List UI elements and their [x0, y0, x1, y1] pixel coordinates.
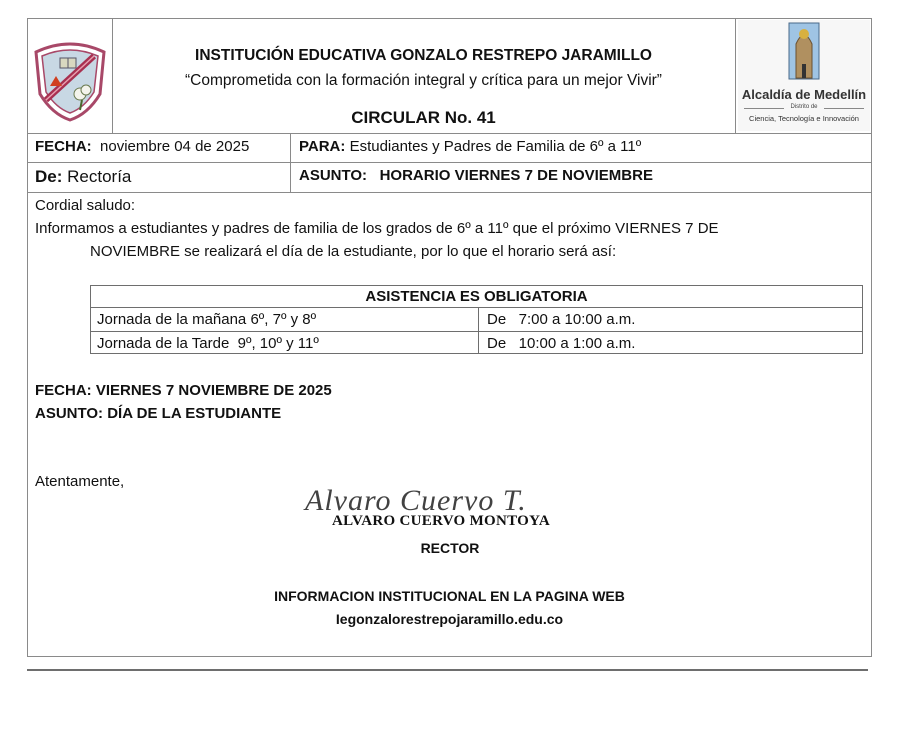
schedule-row-2-horario: De 10:00 a 1:00 a.m.	[487, 335, 636, 352]
schedule-title: ASISTENCIA ES OBLIGATORIA	[365, 288, 588, 305]
footer-website: Iegonzalorestrepojaramillo.edu.co	[335, 611, 564, 627]
signer-name: ALVARO CUERVO MONTOYA	[332, 513, 551, 529]
paragraph-line-2: NOVIEMBRE se realizará el día de la estudiante, por lo que el horario será así:	[90, 243, 617, 260]
schedule-row-divider	[90, 331, 863, 332]
summary-fecha: FECHA: VIERNES 7 NOVIEMBRE DE 2025	[35, 382, 332, 399]
para-label: PARA:	[299, 138, 346, 155]
meta-bottom-border	[27, 192, 872, 193]
alcaldia-title: Alcaldía de Medellín	[741, 87, 867, 102]
asunto-field	[299, 167, 653, 185]
alcaldia-tagline: Ciencia, Tecnología e Innovación	[749, 114, 859, 123]
signer-role: RECTOR	[420, 540, 480, 556]
fecha-value: noviembre 04 de 2025	[100, 138, 250, 155]
fecha-field	[35, 138, 249, 156]
asunto-label: ASUNTO:	[299, 167, 368, 184]
schedule-row-1-horario: De 7:00 a 10:00 a.m.	[487, 311, 636, 328]
de-value: Rectoría	[67, 167, 132, 186]
schedule-column-divider	[478, 307, 479, 354]
medellin-coat-of-arms-icon	[788, 22, 820, 82]
footer-info: INFORMACION INSTITUCIONAL EN LA PAGINA WEB	[274, 588, 625, 604]
para-field	[299, 138, 641, 156]
paragraph-line-1: Informamos a estudiantes y padres de familia de los grados de 6º a 11º que el próximo VIERNES 7 DE	[35, 220, 719, 237]
meta-row-divider	[27, 162, 872, 163]
fecha-label: FECHA:	[35, 138, 92, 155]
de-field	[35, 167, 131, 187]
header-divider-right	[735, 18, 736, 133]
school-crest-icon	[30, 38, 110, 123]
schedule-row-1-jornada: Jornada de la mañana 6º, 7º y 8º	[97, 311, 317, 328]
header-bottom-border	[27, 133, 872, 134]
circular-number: CIRCULAR No. 41	[351, 108, 496, 127]
signature-script: Alvaro Cuervo T.	[305, 484, 527, 517]
greeting: Cordial saludo:	[35, 197, 136, 214]
schedule-row-2-jornada: Jornada de la Tarde 9º, 10º y 11º	[97, 335, 319, 352]
alcaldia-subtitle: Distrito de	[784, 102, 824, 112]
de-label: De:	[35, 167, 63, 186]
schedule-header-divider	[90, 307, 863, 308]
alcaldia-logo	[738, 20, 870, 131]
bottom-rule	[27, 669, 868, 671]
meta-column-divider	[290, 133, 291, 192]
para-value: Estudiantes y Padres de Familia de 6º a 11º	[349, 138, 642, 155]
institution-name: INSTITUCIÓN EDUCATIVA GONZALO RESTREPO JARAMILLO	[195, 47, 652, 64]
school-crest-logo	[30, 38, 110, 123]
summary-asunto: ASUNTO: DÍA DE LA ESTUDIANTE	[35, 405, 282, 422]
closing-salutation: Atentamente,	[35, 473, 125, 490]
asunto-value: HORARIO VIERNES 7 DE NOVIEMBRE	[379, 167, 653, 184]
institution-motto: “Comprometida con la formación integral y crítica para un mejor Vivir”	[185, 72, 662, 89]
